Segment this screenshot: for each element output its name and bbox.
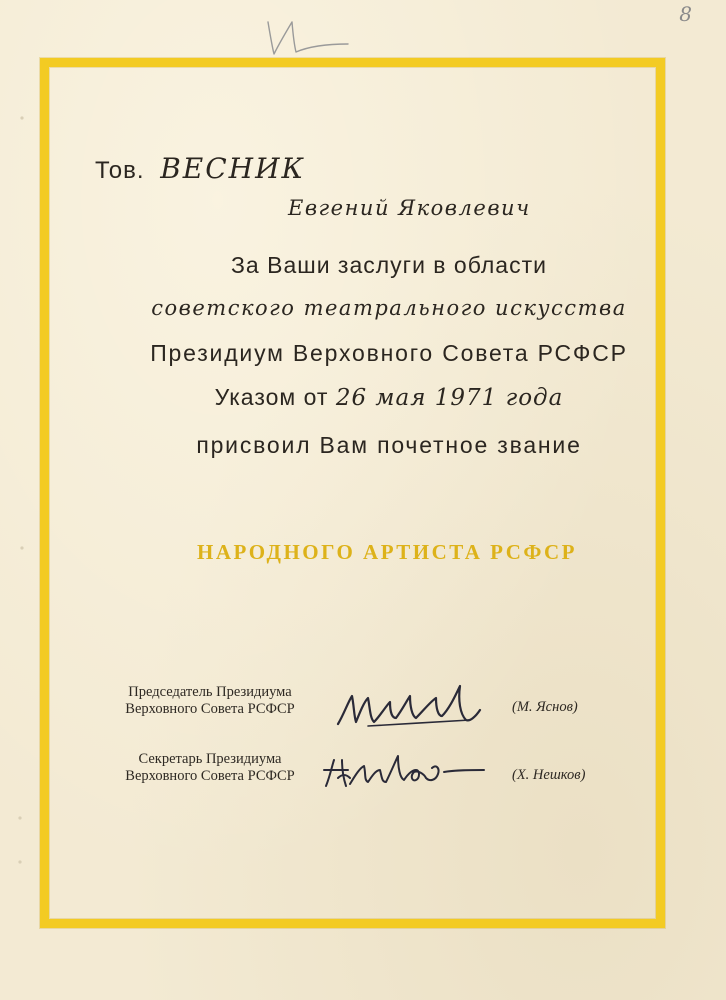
assigned-line: присвоил Вам почетное звание [196, 432, 582, 458]
decree-prefix: Указом от [214, 384, 329, 410]
field-line: советского театрального искусства [151, 296, 627, 320]
chairman-position-line1: Председатель Президиума [128, 684, 292, 700]
decree-date: 26 мая 1971 года [335, 385, 564, 411]
secretary-position-line2: Верховного Совета РСФСР [125, 768, 295, 784]
secretary-position [105, 751, 315, 785]
chairman-signature [330, 676, 490, 736]
salutation [95, 152, 305, 185]
secretary-signature [320, 748, 490, 798]
salutation-prefix: Тов. [95, 157, 145, 184]
recipient-full-name: Евгений Яковлевич [288, 196, 531, 220]
award-title: НАРОДНОГО АРТИСТА РСФСР [197, 540, 577, 564]
archive-page-number: 8 [679, 2, 692, 26]
decree-line [0, 384, 726, 411]
presidium-line: Президиум Верховного Совета РСФСР [150, 340, 628, 366]
merit-line: За Ваши заслуги в области [231, 252, 547, 278]
secretary-name: (Х. Нешков) [512, 767, 586, 783]
chairman-position-line2: Верховного Совета РСФСР [125, 701, 295, 717]
chairman-position [105, 684, 315, 718]
recipient-surname: ВЕСНИК [160, 152, 306, 185]
chairman-name: (М. Яснов) [512, 699, 578, 715]
secretary-position-line1: Секретарь Президиума [138, 751, 282, 767]
